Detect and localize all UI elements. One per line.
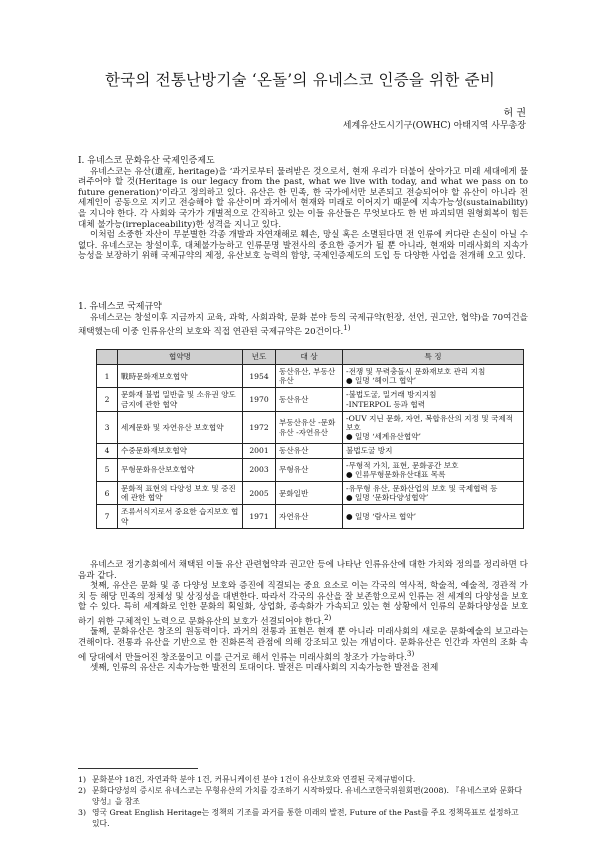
paragraph: 유네스코는 유산(遺産, heritage)을 ‘과거로부터 물려받은 것으로서, 현재 우리가 더불어 살아가고 미래 세대에게 물려주어야 할 것(Heritage is our legacy from the past, what we live with today, and what we pass on to future generation)’이라고 정의하고 있다. 유산은 한 민족, 한 국가에서만 보존되고 전승되어야 할 유산이 아니라 전 세계인이 공동으로 지키고 전승해야 할 유산이며 과거에서 현재와 미래로 이어지기 때문에 지속가능성(sustainability)을 지니야 한다. 각 사회와 국가가 개별적으로 간직하고 있는 이들 유산들은 무엇보다도 한 번 파괴되면 원형회복이 힘든 대체 불가능(irreplaceability)한 성격을 지니고 있다. bbox=[78, 166, 528, 230]
paragraph: 셋째, 인류의 유산은 지속가능한 발전의 토대이다. 발전은 미래사회의 지속가능한 발전을 전제 bbox=[90, 663, 439, 674]
column-header: 협약명 bbox=[118, 350, 243, 365]
table-row bbox=[97, 458, 524, 481]
target-cell: 동산유산, 부동산유산 bbox=[276, 365, 343, 388]
year-cell: 1972 bbox=[243, 411, 276, 444]
footnote bbox=[78, 774, 528, 785]
footnote-ref: 1) bbox=[343, 323, 351, 333]
paragraph-text: 둘째, 문화유산은 창조의 원동력이다. 과거의 전통과 표현은 현재 뿐 아니라 미래사회의 새로운 문화예술의 보고라는 견해이다. 전통과 유산을 기반으로 한 진화론적 관점에 의해 강조되고 있는 개념이다. 문화유산은 인간과 자연의 조화 속에 당대에서 만들어진 창조물이고 이를 근거로 해서 인류는 미래사회의 창조가 가능하다. bbox=[78, 627, 528, 663]
target-cell: 동산유산 bbox=[276, 444, 343, 458]
convention-table bbox=[96, 349, 524, 529]
year-cell: 2005 bbox=[243, 482, 276, 505]
convention-name-cell: 문화재 불법 밀반출 및 소유권 양도 금지에 관한 협약 bbox=[118, 388, 243, 411]
table-row bbox=[97, 365, 524, 388]
footnote-text: 문화다양성의 증시로 유네스코는 무형유산의 가치를 강조하기 시작하였다. 유네스코한국위원회편(2008). 『유네스코와 문화다양성』을 참조 bbox=[92, 786, 523, 806]
paragraph: 이처럼 소중한 자산이 무분별한 각종 개발과 자연재해로 훼손, 망실 혹은 소멸된다면 전 인류에 커다란 손실이 아닐 수 없다. 유네스코는 창설이후, 대체불가능하고 인류문명 발전사의 중요한 증거가 될 뿐 아니라, 현재와 미래사회의 지속가능성을 보장하기 위해 국제규약의 제정, 유산보호 능력의 함양, 국제인증제도의 도입 등 다양한 사업을 전개해 오고 있다. bbox=[78, 230, 528, 262]
convention-name-cell: 세계문화 및 자연유산 보호협약 bbox=[118, 411, 243, 444]
row-number-cell: 6 bbox=[97, 482, 118, 505]
features-cell bbox=[343, 458, 524, 481]
column-header: 년도 bbox=[243, 350, 276, 365]
footnote-text: 문화분야 18건, 자연과학 분야 1건, 커뮤니케이션 분야 1건이 유산보호와 연결된 국제규범이다. bbox=[92, 775, 416, 784]
row-number-cell: 7 bbox=[97, 505, 118, 528]
paragraph-text: 유네스코는 창설이후 지금까지 교육, 과학, 사회과학, 문화 분야 등의 국제규약(헌장, 선언, 권고안, 협약)을 70여건을 채택했는데 이중 인류유산의 보호와 직접 연관된 국제규약은 20건이다. bbox=[78, 312, 528, 338]
feature-line: -OUV 지닌 문화, 자연, 복합유산의 지정 및 국제적 보호 bbox=[346, 413, 514, 433]
year-cell: 2003 bbox=[243, 458, 276, 481]
author-name: 허 권 bbox=[503, 108, 526, 119]
footnote-text: 영국 Great English Heritage는 정책의 기조를 과거를 통한 미래의 발전, Future of the Past를 주요 정책목표로 설정하고 있다. bbox=[92, 808, 519, 828]
footnote-number: 1) bbox=[78, 775, 87, 784]
table-row bbox=[97, 482, 524, 505]
features-cell bbox=[343, 505, 524, 528]
feature-line: ● 일명 ‘람사르 협약’ bbox=[346, 512, 417, 522]
year-cell: 1954 bbox=[243, 365, 276, 388]
feature-line: -전쟁 및 무력충돌시 문화재보호 관리 지침 bbox=[346, 367, 486, 376]
features-cell bbox=[343, 388, 524, 411]
feature-line: ● 일명 ‘문화다양성협약’ bbox=[346, 493, 429, 503]
footnote-number: 2) bbox=[78, 786, 87, 795]
section-heading: I. 유네스코 문화유산 국제인증제도 bbox=[78, 156, 215, 166]
year-cell: 1971 bbox=[243, 505, 276, 528]
convention-name-cell: 무형문화유산보호협약 bbox=[118, 458, 243, 481]
convention-name-cell: 문화적 표현의 다양성 보호 및 증진에 관한 협약 bbox=[118, 482, 243, 505]
paragraph bbox=[78, 581, 528, 627]
feature-line: -유무형 유산, 문화산업의 보호 및 국제협력 등 bbox=[346, 484, 498, 494]
row-number-cell: 1 bbox=[97, 365, 118, 388]
paragraph bbox=[78, 627, 528, 663]
row-number-cell: 3 bbox=[97, 411, 118, 444]
footnote-divider bbox=[78, 768, 198, 769]
footnote-ref: 2) bbox=[324, 612, 332, 622]
paragraph: 유네스코 정기총회에서 채택된 이들 유산 관련협약과 권고안 등에 나타난 인류유산에 대한 가치와 정의를 정리하면 다음과 같다. bbox=[78, 560, 528, 581]
target-cell: 문화일반 bbox=[276, 482, 343, 505]
paragraph-text: 첫째, 유산은 문화 및 종 다양성 보호와 증진에 직결되는 중요 요소로 이는 각국의 역사적, 학술적, 예술적, 경관적 가치 등 해당 민족의 정체성 및 상징성을 대변한다. 따라서 각국의 유산을 잘 보존함으로써 인류는 전 세계의 다양성을 보호할 수 있다. 특히 세계화로 인한 문화의 획일화, 상업화, 종속화가 가속되고 있는 현 상황에서 인류의 문화다양성을 보호하기 위한 구체적인 노력으로 문화유산의 보호가 선결되어야 한다. bbox=[78, 581, 528, 627]
column-header: 특 징 bbox=[343, 350, 524, 365]
features-cell bbox=[343, 411, 524, 444]
row-number-cell: 5 bbox=[97, 458, 118, 481]
section-1-1 bbox=[78, 302, 528, 338]
target-cell: 부동산유산 -문화유산 -자연유산 bbox=[276, 411, 343, 444]
feature-line: ● 일명 ‘헤이그 협약’ bbox=[346, 376, 417, 386]
column-header bbox=[97, 350, 118, 365]
document-title: 한국의 전통난방기술 ‘온돌’의 유네스코 인증을 위한 준비 bbox=[105, 71, 495, 89]
convention-name-cell: 戰時문화재보호협약 bbox=[118, 365, 243, 388]
table-header-row bbox=[97, 350, 524, 365]
year-cell: 1970 bbox=[243, 388, 276, 411]
table-row bbox=[97, 388, 524, 411]
convention-name-cell: 수중문화재보호협약 bbox=[118, 444, 243, 458]
subsection-heading: 1. 유네스코 국제규약 bbox=[78, 302, 162, 312]
footnote-number: 3) bbox=[78, 808, 87, 817]
after-table-text bbox=[78, 560, 528, 674]
target-cell: 동산유산 bbox=[276, 388, 343, 411]
table-row bbox=[97, 505, 524, 528]
features-cell bbox=[343, 482, 524, 505]
author-affiliation: 세계유산도시기구(OWHC) 아태지역 사무총장 bbox=[342, 121, 526, 131]
table-body bbox=[97, 365, 524, 529]
footnotes bbox=[78, 774, 528, 829]
feature-line: -불법도굴, 밀거래 방지지침 bbox=[346, 390, 437, 400]
table-row bbox=[97, 444, 524, 458]
footnote bbox=[78, 807, 528, 829]
feature-line: -INTERPOL 등과 협력 bbox=[346, 399, 426, 409]
section-1 bbox=[78, 156, 528, 262]
column-header: 대 상 bbox=[276, 350, 343, 365]
feature-line: ● 인류무형문화유산대표 목록 bbox=[346, 469, 446, 479]
row-number-cell: 2 bbox=[97, 388, 118, 411]
footnote bbox=[78, 785, 528, 807]
features-cell bbox=[343, 365, 524, 388]
features-cell bbox=[343, 444, 524, 458]
row-number-cell: 4 bbox=[97, 444, 118, 458]
table-row bbox=[97, 411, 524, 444]
paragraph bbox=[78, 313, 528, 338]
footnote-ref: 3) bbox=[406, 648, 415, 658]
target-cell: 무형유산 bbox=[276, 458, 343, 481]
target-cell: 자연유산 bbox=[276, 505, 343, 528]
feature-line: ● 일명 ‘세계유산협약’ bbox=[346, 432, 421, 442]
feature-line: -무형적 가치, 표현, 문화공간 보호 bbox=[346, 460, 459, 470]
feature-line: 불법도굴 방지 bbox=[346, 446, 393, 456]
year-cell: 2001 bbox=[243, 444, 276, 458]
convention-name-cell: 조류서식지로서 중요한 습지보호 협약 bbox=[118, 505, 243, 528]
